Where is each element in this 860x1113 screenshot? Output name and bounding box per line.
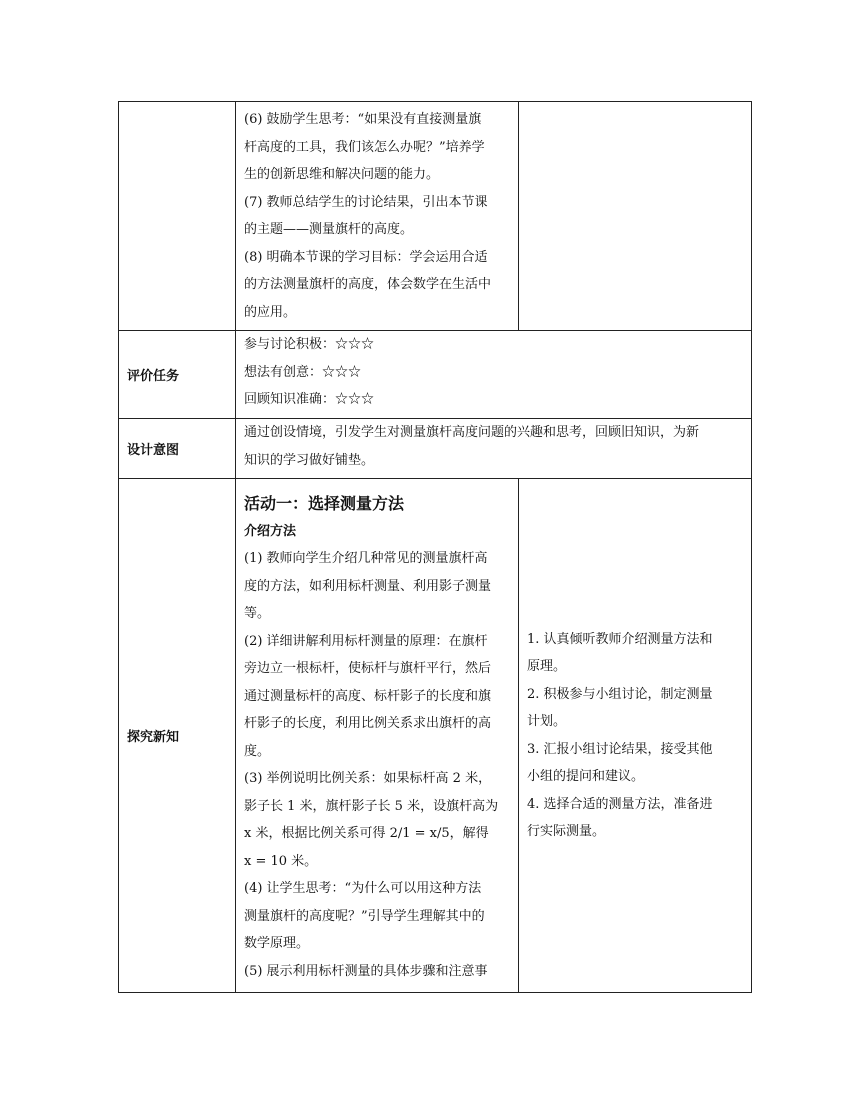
text-line: 的主题——测量旗杆的高度。 — [244, 222, 414, 237]
text-line: 影子长 1 米，旗杆影子长 5 米，设旗杆高为 — [244, 798, 499, 814]
teacher-activity-cell — [236, 479, 519, 993]
text-line: x = 10 米。 — [244, 853, 318, 869]
text-line: x 米，根据比例关系可得 2/1 = x/5，解得 — [244, 826, 489, 841]
text-line: 杆高度的工具，我们该怎么办呢？”培养学 — [244, 139, 485, 155]
text-line: 数学原理。 — [244, 936, 310, 951]
table-row — [119, 419, 752, 479]
text-line: (8) 明确本节课的学习目标：学会运用合适 — [244, 249, 488, 265]
row-label-explore: 探究新知 — [119, 479, 236, 993]
text-line: 等。 — [244, 606, 271, 621]
evaluation-item: 想法有创意：☆☆☆ — [244, 364, 362, 380]
text-line: 生的创新思维和解决问题的能力。 — [244, 167, 440, 182]
lesson-plan-table — [118, 101, 752, 993]
table-row — [119, 331, 752, 419]
activity-title: 活动一：选择测量方法 — [244, 494, 405, 513]
text-line: 通过创设情境，引发学生对测量旗杆高度问题的兴趣和思考，回顾旧知识，为新 — [244, 425, 700, 440]
student-activity-cell — [519, 102, 752, 331]
row-label-empty — [119, 102, 236, 331]
text-line: 2. 积极参与小组讨论，制定测量 — [527, 686, 713, 702]
text-line: 测量旗杆的高度呢？”引导学生理解其中的 — [244, 908, 485, 924]
row-label-evaluation: 评价任务 — [119, 331, 236, 419]
table-row — [119, 479, 752, 993]
text-line: 行实际测量。 — [527, 824, 606, 839]
design-cell — [236, 419, 752, 479]
evaluation-item: 回顾知识准确：☆☆☆ — [244, 392, 375, 407]
text-line: (5) 展示利用标杆测量的具体步骤和注意事 — [244, 963, 488, 979]
text-line: 的应用。 — [244, 304, 297, 320]
text-line: 知识的学习做好铺垫。 — [244, 452, 375, 468]
text-line: 4. 选择合适的测量方法，准备进 — [527, 796, 713, 812]
evaluation-cell — [236, 331, 752, 419]
text-line: (1) 教师向学生介绍几种常见的测量旗杆高 — [244, 551, 488, 566]
text-line: 度的方法，如利用标杆测量、利用影子测量 — [244, 578, 492, 594]
text-line: 小组的提问和建议。 — [527, 769, 645, 784]
text-line: (7) 教师总结学生的讨论结果，引出本节课 — [244, 194, 488, 210]
text-line: 通过测量标杆的高度、标杆影子的长度和旗 — [244, 688, 492, 704]
text-line: 3. 汇报小组讨论结果，接受其他 — [527, 741, 713, 757]
text-line: (3) 举例说明比例关系：如果标杆高 2 米， — [244, 771, 492, 786]
table-row — [119, 102, 752, 331]
text-line: (6) 鼓励学生思考：“如果没有直接测量旗 — [244, 112, 482, 127]
text-line: 度。 — [244, 743, 271, 759]
text-line: 计划。 — [527, 714, 567, 729]
row-label-design: 设计意图 — [119, 419, 236, 479]
evaluation-item: 参与讨论积极：☆☆☆ — [244, 337, 375, 352]
student-activity-cell — [519, 479, 752, 993]
section-subtitle: 介绍方法 — [244, 524, 297, 539]
text-line: 旁边立一根标杆，使标杆与旗杆平行，然后 — [244, 661, 492, 676]
text-line: 1. 认真倾听教师介绍测量方法和 — [527, 631, 713, 647]
teacher-activity-cell — [236, 102, 519, 331]
text-line: 的方法测量旗杆的高度，体会数学在生活中 — [244, 277, 492, 292]
text-line: (4) 让学生思考：“为什么可以用这种方法 — [244, 881, 482, 896]
text-line: 杆影子的长度，利用比例关系求出旗杆的高 — [244, 716, 492, 731]
text-line: 原理。 — [527, 659, 567, 674]
text-line: (2) 详细讲解利用标杆测量的原理：在旗杆 — [244, 633, 488, 649]
